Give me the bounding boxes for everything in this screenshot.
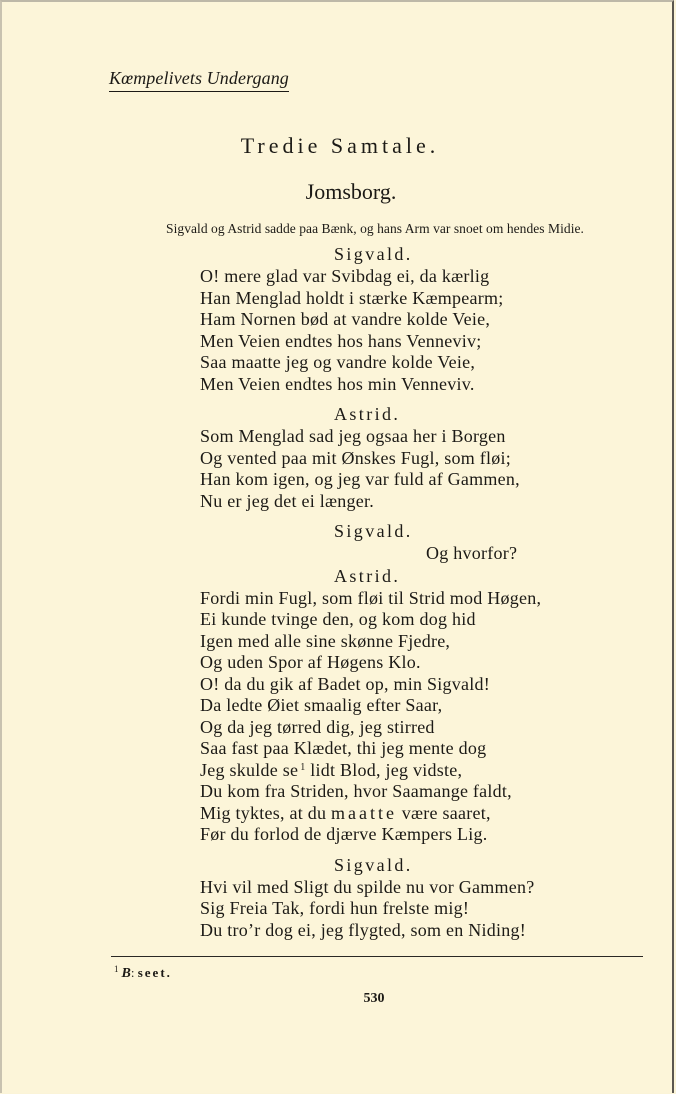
- verse-line: Ham Nornen bød at vandre kolde Veie,: [200, 309, 491, 329]
- speaker-name: Sigvald.: [334, 521, 413, 541]
- footnote-marker: 1: [114, 964, 119, 974]
- verse-line: Han Menglad holdt i stærke Kæmpearm;: [200, 287, 504, 308]
- verse-line: Saa maatte jeg og vandre kolde Veie,: [200, 352, 476, 372]
- verse-line: Før du forlod de djærve Kæmpers Lig.: [200, 824, 488, 844]
- stage-direction: Sigvald og Astrid sadde paa Bænk, og hans Arm var snoet om hendes Midie.: [166, 221, 584, 236]
- verse-line: Saa fast paa Klædet, thi jeg mente dog: [200, 738, 487, 758]
- footnote-text: seet.: [137, 965, 172, 980]
- verse-line: [200, 760, 640, 782]
- verse-line: Som Menglad sad jeg ogsaa her i Borgen: [200, 426, 506, 446]
- footnote-source: B: [121, 966, 131, 981]
- section-title: Tredie Samtale.: [240, 133, 440, 158]
- verse-line: Og hvorfor?: [426, 543, 518, 563]
- verse-line: Og uden Spor af Høgens Klo.: [200, 652, 421, 672]
- speaker-name: Sigvald.: [334, 244, 413, 264]
- footnote: [114, 964, 172, 982]
- verse-line: O! mere glad var Svibdag ei, da kærlig: [200, 266, 490, 286]
- verse-text: være saaret,: [396, 802, 491, 823]
- verse-line: Og da jeg tørred dig, jeg stirred: [200, 716, 435, 737]
- verse-line: Og vented paa mit Ønskes Fugl, som fløi;: [200, 447, 511, 468]
- footnote-separator: :: [130, 965, 138, 980]
- verse-line: Nu er jeg det ei længer.: [200, 490, 374, 511]
- page-number: 530: [363, 991, 385, 1006]
- speaker-name: Astrid.: [334, 565, 401, 586]
- speaker-name: Astrid.: [334, 404, 401, 424]
- verse-text: Jeg skulde se: [200, 759, 299, 780]
- verse-line: Men Veien endtes hos hans Venneviv;: [200, 330, 482, 351]
- verse-line: Ei kunde tvinge den, og kom dog hid: [200, 609, 476, 629]
- verse-line: Du tro’r dog ei, jeg flygted, som en Niding!: [200, 919, 526, 940]
- verse-line: Da ledte Øiet smaalig efter Saar,: [200, 695, 443, 715]
- verse-line: Han kom igen, og jeg var fuld af Gammen,: [200, 469, 520, 489]
- verse-text: Mig tyktes, at du: [200, 802, 327, 823]
- verse-line: Igen med alle sine skønne Fjedre,: [200, 630, 451, 651]
- footnote-divider: [111, 956, 643, 957]
- verse-line: O! da du gik af Badet op, min Sigvald!: [200, 673, 490, 694]
- verse-line: Men Veien endtes hos min Venneviv.: [200, 373, 475, 394]
- verse-line: Sig Freia Tak, fordi hun frelste mig!: [200, 898, 470, 918]
- verse-dialogue: [200, 243, 640, 941]
- place-title: Jomsborg.: [305, 179, 397, 204]
- verse-text: lidt Blod, jeg vidste,: [305, 759, 463, 780]
- verse-line: Hvi vil med Sligt du spilde nu vor Gammen?: [200, 876, 535, 897]
- verse-line: Du kom fra Striden, hvor Saamange faldt,: [200, 781, 512, 801]
- speaker-name: Sigvald.: [334, 854, 413, 875]
- verse-line: [200, 803, 640, 825]
- running-head: Kœmpelivets Undergang: [109, 68, 289, 92]
- verse-line: Fordi min Fugl, som fløi til Strid mod Høgen,: [200, 587, 542, 608]
- emphasized-word: maatte: [331, 802, 397, 823]
- footnote-reference[interactable]: 1: [300, 761, 306, 773]
